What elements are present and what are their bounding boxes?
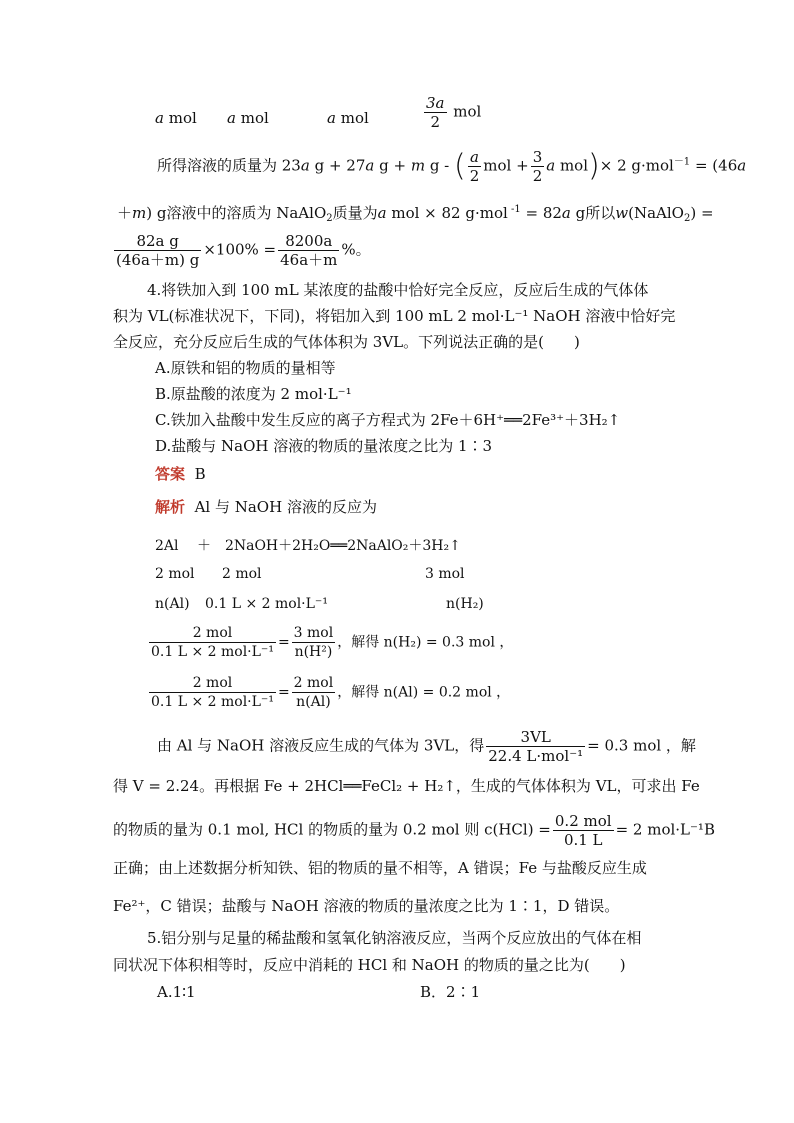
answer-value: B — [194, 465, 206, 483]
q4-option-b: B.原盐酸的浓度为 2 mol·L⁻¹ — [155, 385, 352, 403]
q4-stem-line1: 4.将铁加入到 100 mL 某浓度的盐酸中恰好完全反应，反应后生成的气体体 — [147, 281, 649, 299]
q4-option-d: D.盐酸与 NaOH 溶液的物质的量浓度之比为 1∶3 — [155, 437, 493, 455]
mol-label: a mol — [327, 109, 369, 127]
calc-h2: $\frac{\text{2 mol}}{\text{0.1 L × 2 mol·L⁻¹}}$ = $\frac{\text{3 mol}}{\text{n(H²)}}$ ，解得 n(H₂) = 0.3 mol ， — [151, 625, 514, 660]
solute-line: ＋m) g溶液中的溶质为 NaAlO$_2$质量为a mol × 82 g·mol $^{-1}$ = 82a g所以w(NaAlO$_2$) = — [117, 204, 714, 224]
answer-label: 答案 — [155, 465, 186, 483]
para-line3: 的物质的量为 0.1 mol, HCl 的物质的量为 0.2 mol 则 c(HCl) = $\frac{\text{0.2 mol}}{0.1 L}$ = 2 mol·L⁻¹B — [113, 812, 715, 849]
reaction-equation: 2Al ＋ 2NaOH＋2H₂O══2NaAlO₂＋3H₂↑ — [155, 538, 461, 554]
para-line2: 得 V = 2.24。再根据 Fe + 2HCl══FeCl₂ + H₂↑，生成的气体体积为 VL，可求出 Fe — [113, 777, 700, 795]
q5-option-b: B．2∶1 — [420, 983, 481, 1001]
q4-option-c: C.铁加入盐酸中发生反应的离子方程式为 2Fe＋6H⁺══2Fe³⁺＋3H₂↑ — [155, 411, 621, 429]
mol-fraction: $\frac{3a}{2}$ mol — [426, 94, 482, 131]
mass-equation: 所得溶液的质量为 23a g + 27a g + m g - ( $\frac{a}{2}$ mol + $\frac{3}{2}$ a mol)× 2 g·mol$^{-1}$ = (46a — [157, 148, 747, 185]
reaction-row2-c: n(H₂) — [446, 596, 484, 612]
reaction-row1-b: 2 mol — [222, 566, 262, 582]
analysis-label: 解析 — [155, 498, 186, 516]
analysis-row: 解析 Al 与 NaOH 溶液的反应为 — [155, 498, 377, 516]
q4-option-a: A.原铁和铝的物质的量相等 — [155, 359, 336, 377]
mol-label: a mol — [155, 109, 197, 127]
reaction-row2-a: n(Al) — [155, 596, 190, 612]
para-line5: Fe²⁺，C 错误；盐酸与 NaOH 溶液的物质的量浓度之比为 1∶1，D 错误。 — [113, 897, 620, 915]
para-line1: 由 Al 与 NaOH 溶液反应生成的气体为 3VL，得 $\frac{3VL}{\text{22.4 L·mol⁻¹}}$ = 0.3 mol ，解 — [157, 728, 696, 765]
answer-row — [155, 464, 206, 484]
q5-stem-line2: 同状况下体积相等时，反应中消耗的 HCl 和 NaOH 的物质的量之比为( ) — [113, 956, 626, 974]
q4-stem-line3: 全反应，充分反应后生成的气体体积为 3VL。下列说法正确的是( ) — [113, 333, 580, 351]
q5-stem-line1: 5.铝分别与足量的稀盐酸和氢氧化钠溶液反应，当两个反应放出的气体在相 — [147, 929, 642, 947]
percent-equation: $\frac{\text{82a g}}{(46a+m) g}$ ×100% = $\frac{8200a}{46a+m}$ %。 — [116, 232, 371, 269]
para-line4: 正确；由上述数据分析知铁、铝的物质的量不相等，A 错误；Fe 与盐酸反应生成 — [113, 859, 647, 877]
calc-al: $\frac{\text{2 mol}}{\text{0.1 L × 2 mol·L⁻¹}}$ = $\frac{\text{2 mol}}{n(Al)}$ ，解得 n(Al) = 0.2 mol ， — [151, 675, 511, 710]
reaction-row1-c: 3 mol — [425, 566, 465, 582]
mol-label: a mol — [227, 109, 269, 127]
reaction-row2-b: 0.1 L × 2 mol·L⁻¹ — [205, 596, 328, 612]
reaction-row1-a: 2 mol — [155, 566, 195, 582]
q4-stem-line2: 积为 VL(标准状况下，下同)，将铝加入到 100 mL 2 mol·L⁻¹ NaOH 溶液中恰好完 — [113, 307, 676, 325]
q5-option-a: A.1∶1 — [157, 983, 196, 1001]
